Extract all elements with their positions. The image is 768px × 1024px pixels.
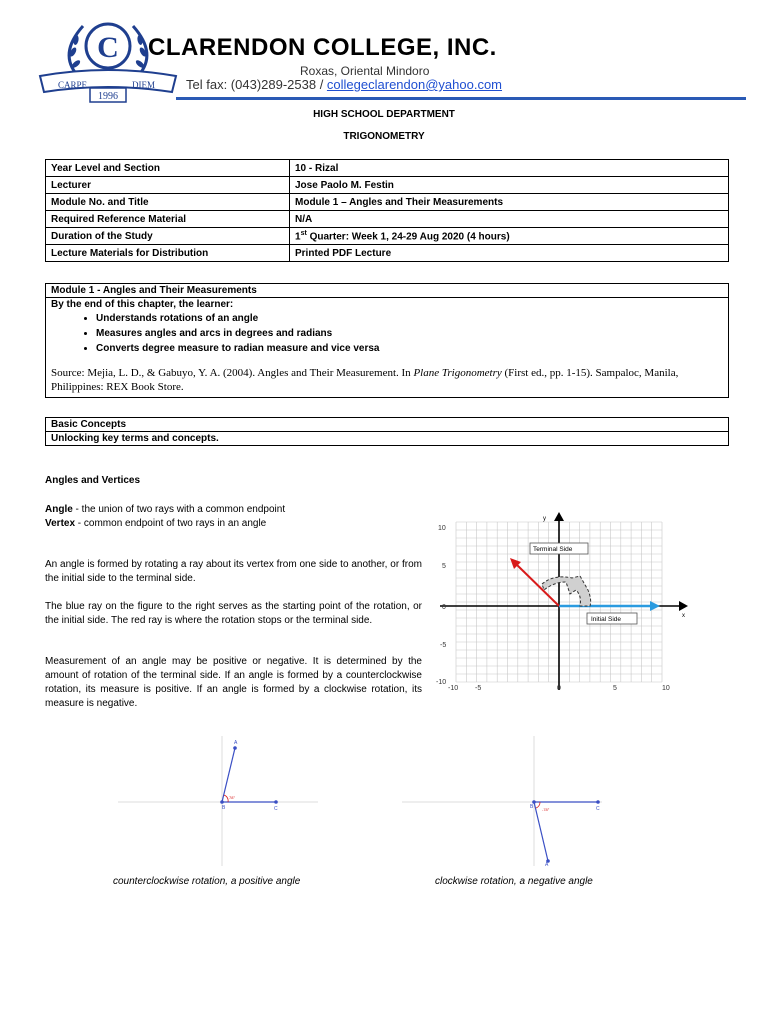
subject-title: TRIGONOMETRY	[343, 131, 425, 142]
svg-text:B: B	[222, 805, 226, 811]
email-link[interactable]: collegeclarendon@yahoo.com	[326, 77, 503, 92]
table-row	[46, 245, 729, 262]
objectives-list	[51, 311, 723, 356]
module-title: Module 1 - Angles and Their Measurements	[46, 284, 728, 298]
info-value: Jose Paolo M. Festin	[290, 177, 729, 194]
table-row	[46, 194, 729, 211]
terminal-side-label: Terminal Side	[533, 546, 573, 553]
basic-concepts-box	[45, 417, 729, 446]
info-label: Module No. and Title	[46, 194, 290, 211]
svg-text:A: A	[234, 740, 238, 746]
list-item: • Measures angles and arcs in degrees and radians	[96, 326, 723, 341]
table-row	[46, 211, 729, 228]
definitions	[45, 503, 422, 531]
angle-definition: Angle - the union of two rays with a common endpoint	[45, 504, 286, 515]
info-label: Lecturer	[46, 177, 290, 194]
source-citation: Source: Mejia, L. D., & Gabuyo, Y. A. (2004). Angles and Their Measurement. In Plane Trigonometry (First ed., pp. 1-15). Sampaloc, Manila, Philippines: REX Book Store.	[51, 367, 679, 393]
table-row	[46, 160, 729, 177]
y-tick: -10	[436, 679, 447, 686]
paragraph-1: An angle is formed by rotating a ray about its vertex from one side to another, or from the initial side to the terminal side.	[45, 559, 422, 584]
x-tick: -5	[475, 685, 482, 692]
svg-text:C: C	[97, 31, 119, 64]
list-item: • Understands rotations of an angle	[96, 311, 723, 326]
svg-text:C: C	[596, 806, 600, 812]
svg-text:CARPE: CARPE	[58, 80, 88, 90]
tel-fax: Tel fax: (043)289-2538 /	[186, 77, 327, 92]
ccw-caption: counterclockwise rotation, a positive angle	[113, 876, 301, 887]
x-axis-label: x	[682, 613, 685, 619]
y-tick: 0	[442, 604, 446, 611]
vertex-definition: Vertex - common endpoint of two rays in an angle	[45, 518, 267, 529]
info-label: Required Reference Material	[46, 211, 290, 228]
ccw-angle-figure	[118, 736, 318, 866]
header-divider	[176, 97, 746, 100]
table-row	[46, 228, 729, 245]
section-heading: Angles and Vertices	[45, 475, 141, 486]
list-item: • Converts degree measure to radian measure and vice versa	[96, 341, 723, 356]
ray-ba	[222, 748, 235, 802]
paragraph-2: The blue ray on the figure to the right serves as the starting point of the rotation, or the initial side. The red ray is where the rotation stops or the terminal side.	[45, 601, 422, 626]
info-value: Module 1 – Angles and Their Measurements	[290, 194, 729, 211]
initial-arrow	[650, 601, 660, 611]
basic-concepts-subtitle: Unlocking key terms and concepts.	[51, 433, 219, 444]
module-body	[46, 298, 728, 397]
cw-caption: clockwise rotation, a negative angle	[435, 876, 593, 887]
svg-text:1996: 1996	[98, 91, 118, 102]
y-axis-arrow	[554, 512, 564, 521]
module-intro: By the end of this chapter, the learner:	[51, 299, 234, 310]
department-title: HIGH SCHOOL DEPARTMENT	[313, 109, 455, 120]
rotation-arrow	[542, 576, 591, 606]
info-label: Year Level and Section	[46, 160, 290, 177]
info-value: 1st Quarter: Week 1, 24-29 Aug 2020 (4 hours)	[290, 228, 729, 245]
svg-text:B: B	[530, 804, 534, 810]
college-contact	[186, 77, 502, 92]
basic-concepts-title: Basic Concepts	[46, 418, 728, 432]
module-box	[45, 283, 729, 398]
info-label: Duration of the Study	[46, 228, 290, 245]
x-tick: 0	[557, 685, 561, 692]
svg-text:A: A	[545, 862, 549, 866]
x-tick: 5	[613, 685, 617, 692]
angle-coordinate-graph	[430, 510, 700, 700]
svg-text:-78°: -78°	[542, 807, 550, 812]
info-value: 10 - Rizal	[290, 160, 729, 177]
info-label: Lecture Materials for Distribution	[46, 245, 290, 262]
table-row	[46, 177, 729, 194]
paragraph-3: Measurement of an angle may be positive or negative. It is determined by the amount of rotation of the terminal side. If an angle is formed by a counterclockwise rotation, its measure is positive. If an angle is formed by a clockwise rotation, its measure is negative.	[45, 656, 422, 709]
y-tick: -5	[440, 642, 447, 649]
svg-text:DIEM: DIEM	[132, 80, 155, 90]
y-tick: 10	[438, 525, 446, 532]
course-info-table	[45, 159, 729, 262]
cw-angle-figure	[402, 736, 602, 866]
college-name: CLARENDON COLLEGE, INC.	[148, 34, 497, 61]
x-tick: 10	[662, 685, 670, 692]
svg-text:C: C	[274, 806, 278, 812]
college-address: Roxas, Oriental Mindoro	[300, 64, 430, 78]
info-value: Printed PDF Lecture	[290, 245, 729, 262]
x-tick: -10	[448, 685, 459, 692]
y-tick: 5	[442, 563, 446, 570]
info-value: N/A	[290, 211, 729, 228]
x-axis-arrow	[679, 601, 688, 611]
svg-text:78°: 78°	[229, 795, 236, 800]
initial-side-label: Initial Side	[591, 616, 621, 623]
y-axis-label: y	[543, 516, 546, 522]
